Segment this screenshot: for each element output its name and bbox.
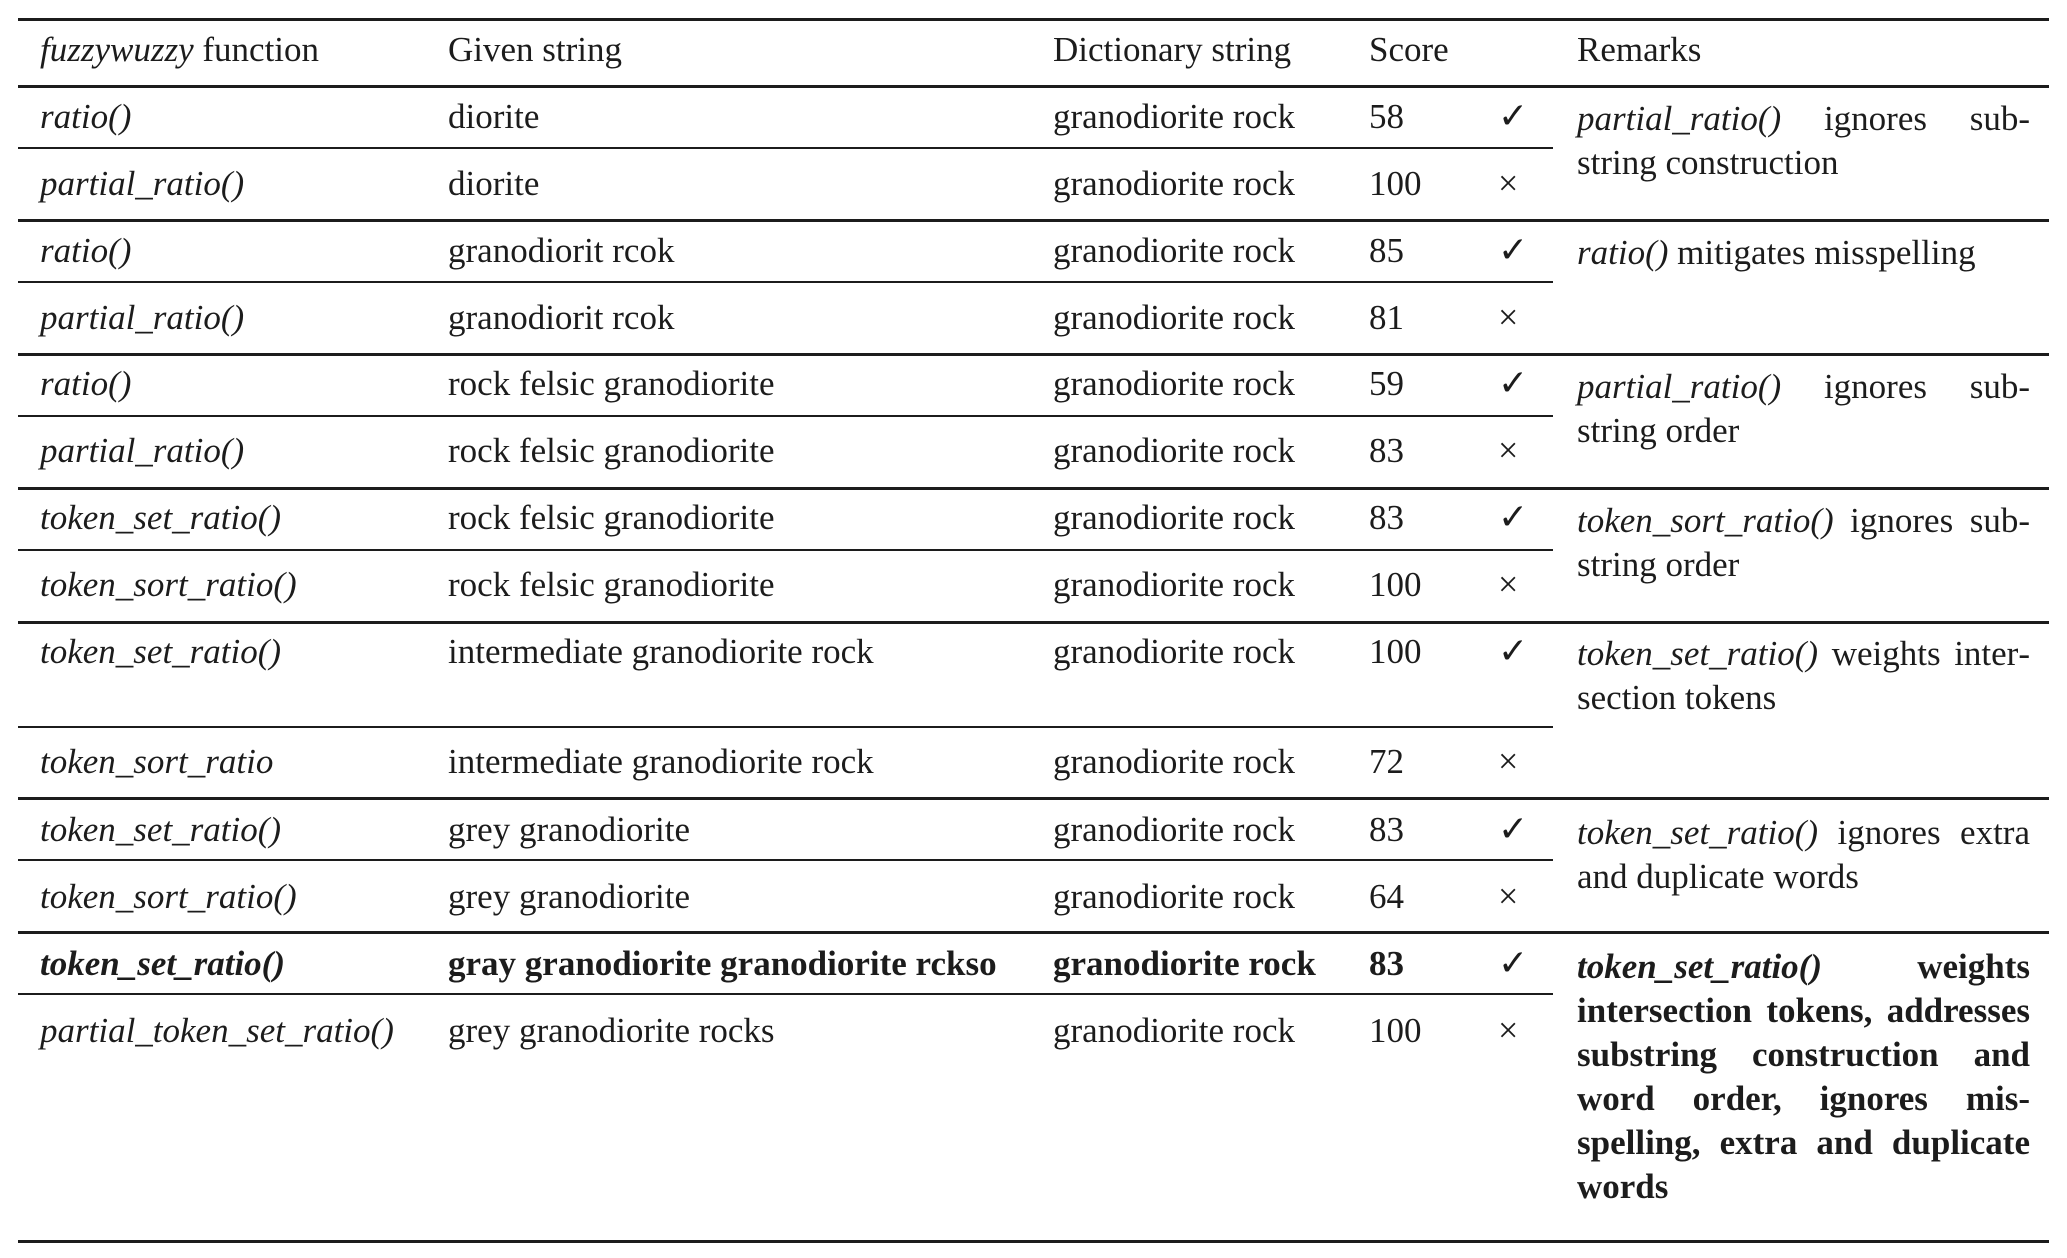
cross-mark-icon: × — [1498, 430, 1519, 470]
row-function: token_set_ratio() — [40, 944, 285, 983]
cross-mark-icon: × — [1498, 564, 1519, 604]
row-score: 100 — [1369, 565, 1422, 604]
row-dictionary-string: granodiorite rock — [1053, 810, 1295, 849]
remark-description: ignores extra and duplicate words — [1577, 813, 2030, 896]
row-function: token_set_ratio() — [40, 632, 282, 671]
remark-text — [1577, 811, 2030, 899]
remark-description: ignores substring order — [1577, 367, 2030, 450]
row-rule — [18, 993, 1553, 995]
row-given-string: intermediate granodiorite rock — [448, 742, 874, 781]
row-score: 83 — [1369, 431, 1404, 470]
row-dictionary-string: granodiorite rock — [1053, 742, 1295, 781]
row-dictionary-string: granodiorite rock — [1053, 944, 1316, 983]
remark-text — [1577, 632, 2030, 720]
group-rule — [18, 85, 2049, 88]
row-dictionary-string: granodiorite rock — [1053, 231, 1295, 270]
row-given-string: gray granodiorite granodiorite rckso — [448, 944, 997, 983]
remark-function: token_set_ratio() — [1577, 947, 1822, 986]
row-given-string: granodiorit rcok — [448, 298, 675, 337]
row-score: 85 — [1369, 231, 1404, 270]
row-function: token_sort_ratio() — [40, 877, 297, 916]
row-dictionary-string: granodiorite rock — [1053, 298, 1295, 337]
row-score: 83 — [1369, 498, 1404, 537]
remark-text — [1577, 231, 2030, 275]
row-score: 100 — [1369, 164, 1422, 203]
row-dictionary-string: granodiorite rock — [1053, 632, 1295, 671]
remark-function: partial_ratio() — [1577, 99, 1782, 138]
row-given-string: rock felsic granodiorite — [448, 498, 775, 537]
row-dictionary-string: granodiorite rock — [1053, 565, 1295, 604]
cross-mark-icon: × — [1498, 876, 1519, 916]
check-mark-icon: ✓ — [1498, 497, 1529, 537]
row-rule — [18, 859, 1553, 861]
row-given-string: rock felsic granodiorite — [448, 431, 775, 470]
row-dictionary-string: granodiorite rock — [1053, 431, 1295, 470]
group-rule — [18, 219, 2049, 222]
row-score: 83 — [1369, 810, 1404, 849]
row-given-string: granodiorit rcok — [448, 231, 675, 270]
row-score: 58 — [1369, 97, 1404, 136]
header-function-lib: fuzzywuzzy — [40, 30, 194, 69]
remark-description: mitigates misspelling — [1668, 233, 1976, 272]
remark-text — [1577, 499, 2030, 587]
row-function: partial_ratio() — [40, 164, 245, 203]
remark-function: token_set_ratio() — [1577, 634, 1819, 673]
header-given: Given string — [448, 30, 623, 69]
row-score: 59 — [1369, 364, 1404, 403]
remark-description: weights intersection tokens, addresses substring construction and word order, ignores misspelling, extra and duplicate words — [1577, 947, 2030, 1206]
row-function: token_sort_ratio() — [40, 565, 297, 604]
row-given-string: grey granodiorite rocks — [448, 1011, 775, 1050]
header-function — [40, 28, 319, 71]
cross-mark-icon: × — [1498, 1010, 1519, 1050]
header-remarks: Remarks — [1577, 30, 1702, 69]
row-score: 100 — [1369, 1011, 1422, 1050]
remark-text — [1577, 365, 2030, 453]
remark-text — [1577, 97, 2030, 185]
row-score: 81 — [1369, 298, 1404, 337]
row-dictionary-string: granodiorite rock — [1053, 97, 1295, 136]
row-score: 83 — [1369, 944, 1404, 983]
row-rule — [18, 415, 1553, 417]
row-rule — [18, 549, 1553, 551]
row-given-string: grey granodiorite — [448, 810, 690, 849]
check-mark-icon: ✓ — [1498, 809, 1529, 849]
row-rule — [18, 726, 1553, 728]
check-mark-icon: ✓ — [1498, 631, 1529, 671]
row-function: token_set_ratio() — [40, 810, 282, 849]
row-function: partial_ratio() — [40, 298, 245, 337]
group-rule — [18, 931, 2049, 934]
remark-description: ignores substring construction — [1577, 99, 2030, 182]
row-given-string: grey granodiorite — [448, 877, 690, 916]
row-score: 100 — [1369, 632, 1422, 671]
row-score: 72 — [1369, 742, 1404, 781]
cross-mark-icon: × — [1498, 163, 1519, 203]
group-rule — [18, 18, 2049, 21]
row-dictionary-string: granodiorite rock — [1053, 164, 1295, 203]
cross-mark-icon: × — [1498, 741, 1519, 781]
remark-function: token_set_ratio() — [1577, 813, 1819, 852]
remark-description: ignores substring order — [1577, 501, 2030, 584]
row-function: token_sort_ratio — [40, 742, 274, 781]
group-rule — [18, 353, 2049, 356]
row-dictionary-string: granodiorite rock — [1053, 498, 1295, 537]
check-mark-icon: ✓ — [1498, 363, 1529, 403]
cross-mark-icon: × — [1498, 297, 1519, 337]
header-score: Score — [1369, 30, 1449, 69]
row-given-string: rock felsic granodiorite — [448, 364, 775, 403]
group-rule — [18, 621, 2049, 624]
check-mark-icon: ✓ — [1498, 943, 1529, 983]
row-function: ratio() — [40, 364, 132, 403]
remark-text — [1577, 945, 2030, 1209]
header-function-word: function — [202, 30, 320, 69]
row-rule — [18, 147, 1553, 149]
header-dictionary: Dictionary string — [1053, 30, 1292, 69]
remark-description: weights intersection tokens — [1577, 634, 2030, 717]
row-function: token_set_ratio() — [40, 498, 282, 537]
remark-function: partial_ratio() — [1577, 367, 1782, 406]
row-function: ratio() — [40, 97, 132, 136]
row-dictionary-string: granodiorite rock — [1053, 364, 1295, 403]
remark-function: ratio() — [1577, 233, 1669, 272]
row-rule — [18, 281, 1553, 283]
row-score: 64 — [1369, 877, 1404, 916]
row-dictionary-string: granodiorite rock — [1053, 1011, 1295, 1050]
remark-function: token_sort_ratio() — [1577, 501, 1834, 540]
row-function: partial_token_set_ratio() — [40, 1011, 394, 1050]
group-rule — [18, 487, 2049, 490]
group-rule — [18, 797, 2049, 800]
group-rule — [18, 1240, 2049, 1243]
row-function: partial_ratio() — [40, 431, 245, 470]
row-function: ratio() — [40, 231, 132, 270]
row-given-string: intermediate granodiorite rock — [448, 632, 874, 671]
check-mark-icon: ✓ — [1498, 96, 1529, 136]
row-dictionary-string: granodiorite rock — [1053, 877, 1295, 916]
row-given-string: rock felsic granodiorite — [448, 565, 775, 604]
check-mark-icon: ✓ — [1498, 230, 1529, 270]
row-given-string: diorite — [448, 164, 540, 203]
row-given-string: diorite — [448, 97, 540, 136]
